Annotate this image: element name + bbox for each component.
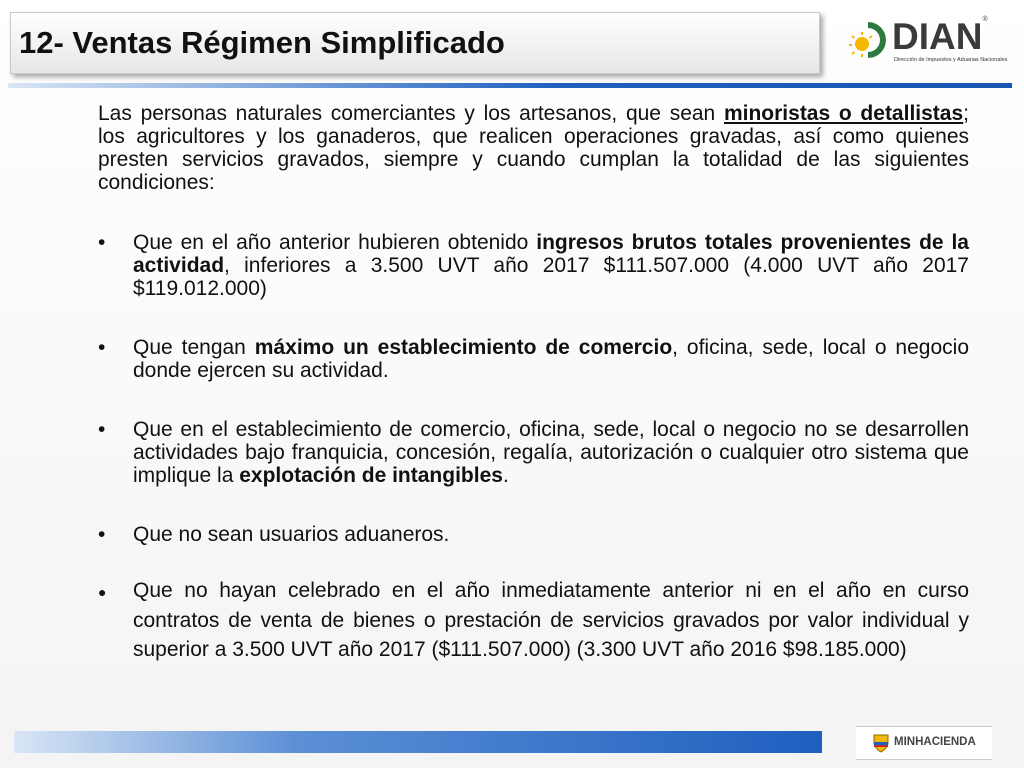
slide-body <box>98 102 969 701</box>
dian-wordmark: DIAN® <box>892 16 988 57</box>
coat-of-arms-icon <box>872 733 890 753</box>
dian-subtitle: Dirección de Impuestos y Aduanas Nacionales <box>894 57 1008 63</box>
intro-emphasis: minoristas o detallistas <box>723 102 964 125</box>
conditions-list <box>98 231 969 665</box>
bullet-icon: • <box>98 231 106 254</box>
condition-item: • Que en el año anterior hubieren obtenido ingresos brutos totales provenientes de la actividad, inferiores a 3.500 UVT año 2017 $111.507.000 (4.000 UVT año 2017 $119.012.000) <box>98 231 969 300</box>
slide-title-box <box>10 12 820 74</box>
condition-item: • Que no sean usuarios aduaneros. <box>98 523 450 546</box>
dian-logo <box>846 14 1006 70</box>
intro-paragraph: Las personas naturales comerciantes y los artesanos, que sean minoristas o detallistas; los agricultores y los ganaderos, que realicen operaciones gravadas, así como quienes presten servicios gravados, siempre y cuando cumplan la totalidad de las siguientes condiciones: <box>98 102 969 194</box>
dian-sun-icon <box>846 14 890 64</box>
minhacienda-logo <box>856 726 992 760</box>
condition-item: ● Que no hayan celebrado en el año inmediatamente anterior ni en el año en curso contratos de venta de bienes o prestación de servicios gravados por valor individual y superior a 3.500 UVT año 2017 ($111.507.000) (3.300 UVT año 2016 $98.185.000) <box>98 579 969 661</box>
bullet-icon: ● <box>98 584 107 600</box>
bullet-icon: • <box>98 418 106 441</box>
bullet-icon: • <box>98 336 106 359</box>
bullet-icon: • <box>98 523 106 546</box>
condition-item: • Que tengan máximo un establecimiento de comercio, oficina, sede, local o negocio donde ejercen su actividad. <box>98 336 969 382</box>
condition-item: • Que en el establecimiento de comercio, oficina, sede, local o negocio no se desarrollen actividades bajo franquicia, concesión, regalía, autorización o cualquier otro sistema que implique la explotación de intangibles. <box>98 418 969 487</box>
slide-title: 12- Ventas Régimen Simplificado <box>19 25 505 60</box>
footer-blue-bar <box>14 731 822 753</box>
minhacienda-label: MINHACIENDA <box>894 736 976 748</box>
header-blue-rule <box>8 83 1012 88</box>
